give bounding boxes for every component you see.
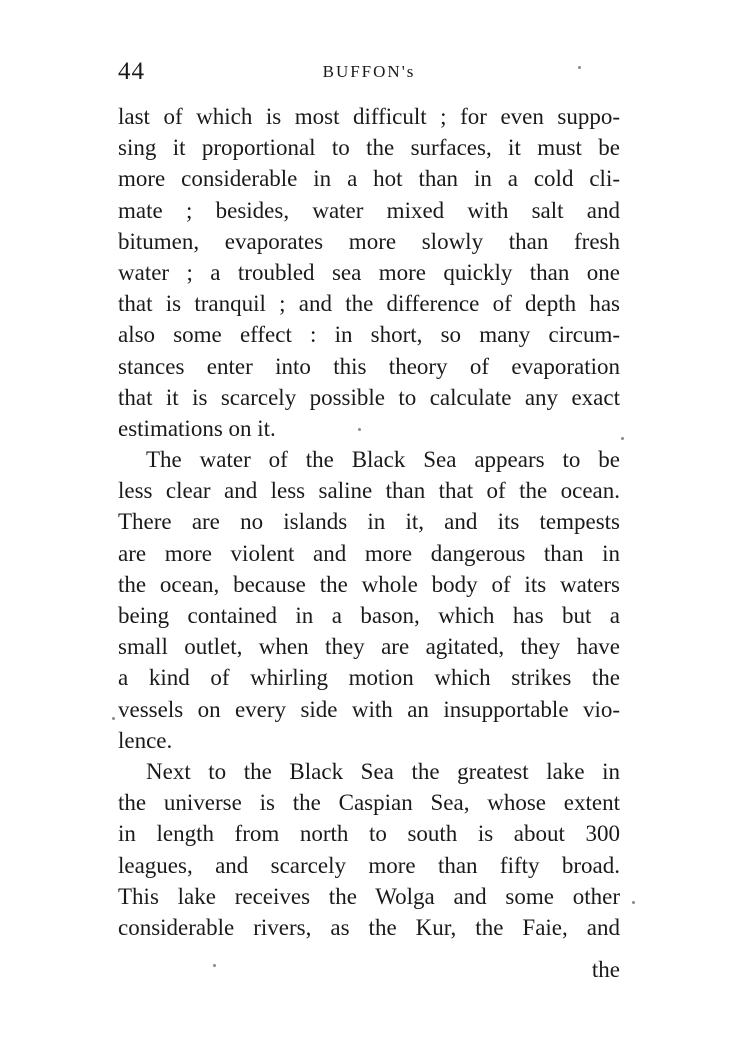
catchword: the bbox=[591, 957, 620, 982]
text-line: water ; a troubled sea more quickly than one bbox=[118, 259, 620, 285]
text-line: more considerable in a hot than in a cold cli- bbox=[118, 166, 620, 192]
text-line: less clear and less saline than that of the ocean. bbox=[118, 478, 620, 504]
text-line: stances enter into this theory of evaporation bbox=[118, 353, 620, 379]
text-line: that it is scarcely possible to calculate any exact bbox=[118, 384, 620, 410]
text-line: a kind of whirling motion which strikes the bbox=[118, 665, 620, 691]
text-line: are more violent and more dangerous than in bbox=[118, 540, 620, 566]
text-line: considerable rivers, as the Kur, the Faie, and bbox=[118, 914, 620, 940]
text-line: in length from north to south is about 300 bbox=[118, 821, 620, 847]
text-line: the ocean, because the whole body of its waters bbox=[118, 571, 620, 597]
text-line: leagues, and scarcely more than fifty broad. bbox=[118, 852, 620, 878]
paper-speck bbox=[358, 428, 361, 431]
text-line: lence. bbox=[118, 727, 173, 753]
text-line: sing it proportional to the surfaces, it must be bbox=[118, 135, 620, 161]
text-line: There are no islands in it, and its tempests bbox=[118, 509, 620, 535]
paper-speck bbox=[578, 66, 581, 69]
text-line: last of which is most difficult ; for even suppo- bbox=[118, 104, 620, 129]
text-line: bitumen, evaporates more slowly than fresh bbox=[118, 228, 620, 254]
running-head bbox=[118, 58, 620, 88]
text-line: also some effect : in short, so many circum- bbox=[118, 322, 620, 348]
paragraph-1 bbox=[118, 101, 620, 444]
text-line: The water of the Black Sea appears to be bbox=[146, 447, 620, 473]
text-line: small outlet, when they are agitated, they have bbox=[118, 634, 620, 660]
text-line: Next to the Black Sea the greatest lake in bbox=[146, 758, 620, 784]
paper-speck bbox=[621, 437, 624, 440]
paper-speck bbox=[632, 901, 635, 904]
paragraph-3 bbox=[118, 756, 620, 943]
running-title: BUFFON's bbox=[322, 62, 416, 81]
paragraph-2 bbox=[118, 444, 620, 756]
paper-speck bbox=[112, 717, 115, 720]
text-line: mate ; besides, water mixed with salt and bbox=[118, 197, 620, 223]
text-line: estimations on it. bbox=[118, 415, 276, 441]
page-number: 44 bbox=[118, 58, 145, 85]
paper-speck bbox=[213, 964, 216, 967]
text-line: being contained in a bason, which has but a bbox=[118, 603, 620, 628]
text-line: This lake receives the Wolga and some other bbox=[118, 883, 620, 909]
text-line: the universe is the Caspian Sea, whose extent bbox=[118, 790, 620, 816]
body-text bbox=[118, 101, 620, 943]
text-line: vessels on every side with an insupportable vio- bbox=[118, 696, 620, 722]
text-line: that is tranquil ; and the difference of depth has bbox=[118, 291, 620, 317]
